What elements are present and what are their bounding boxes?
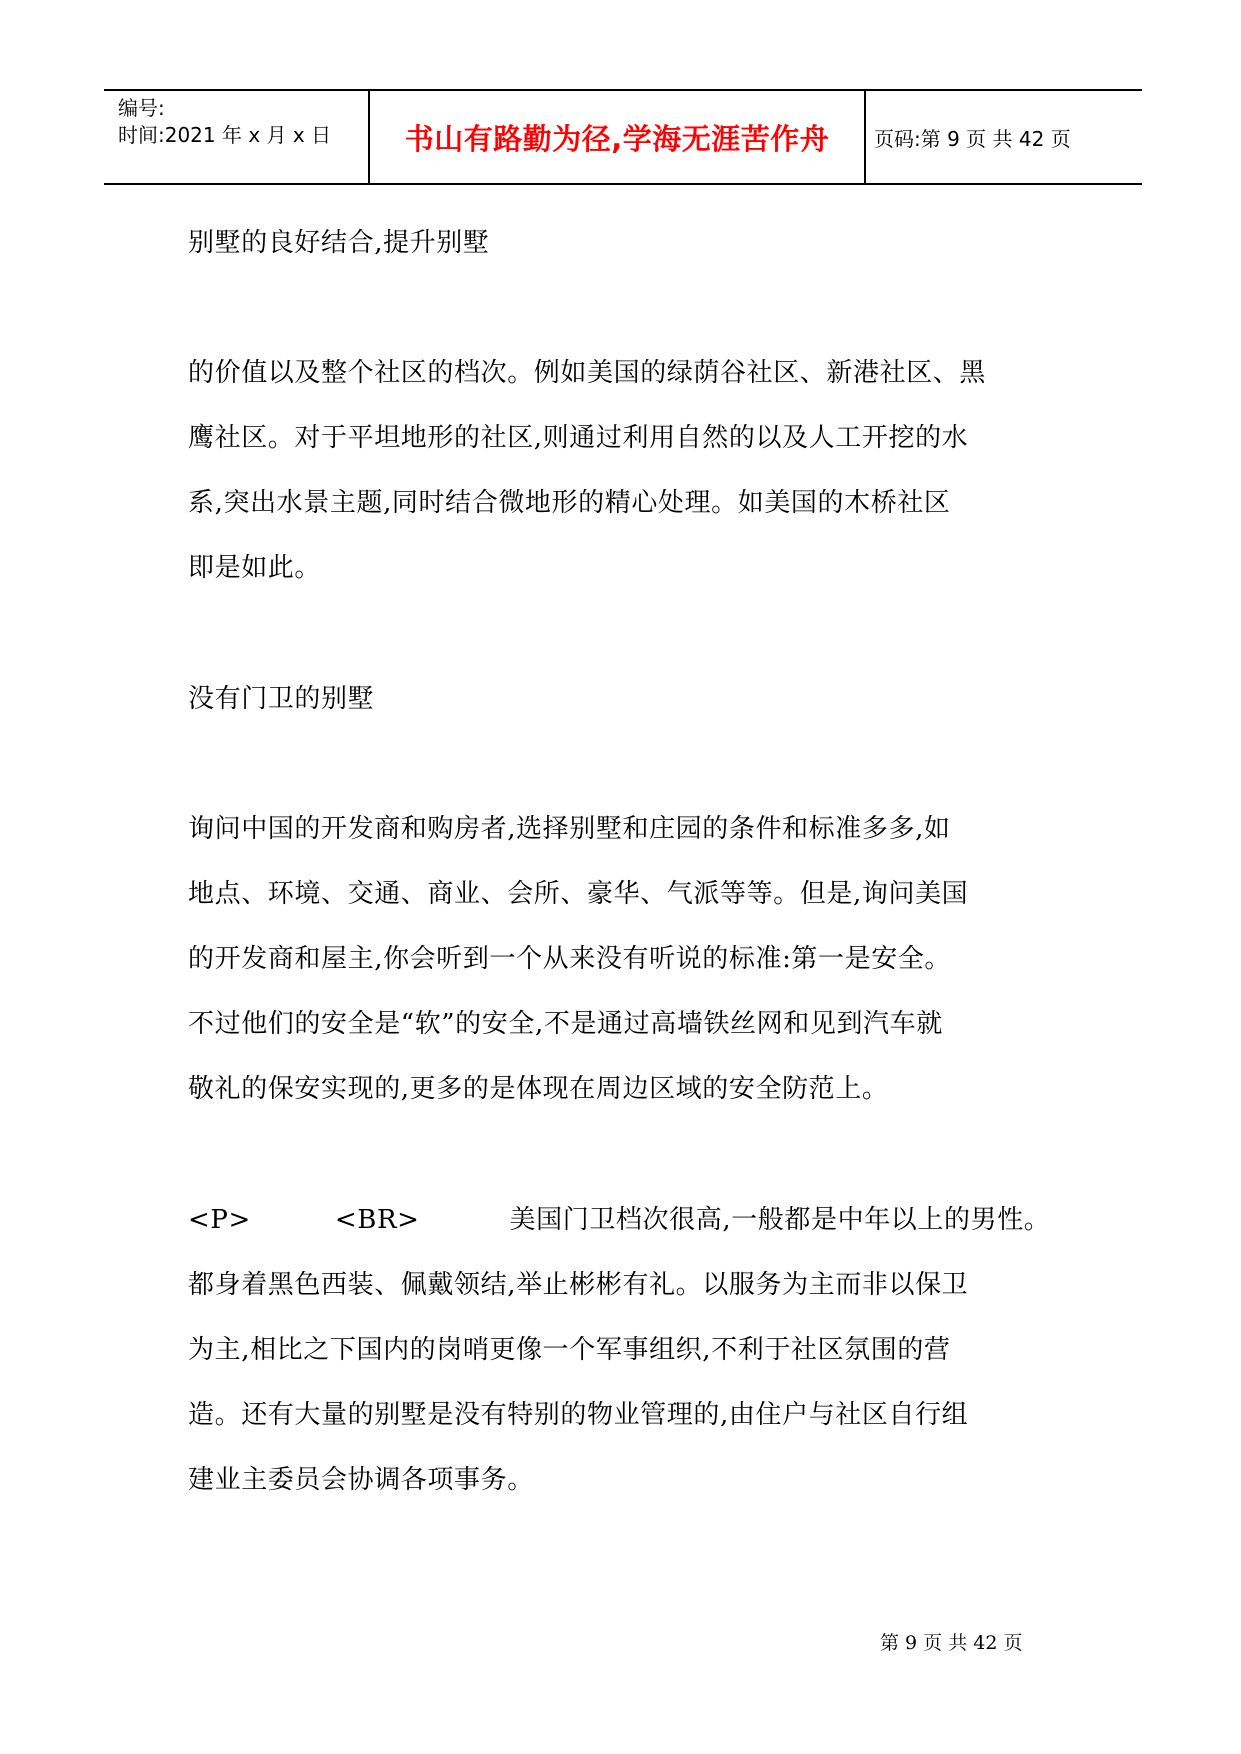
header-page-info: 页码:第 9 页 共 42 页 (874, 126, 1071, 151)
header-motto: 书山有路勤为径,学海无涯苦作舟 (404, 121, 830, 156)
date-label: 时间:2021 年 x 月 x 日 (118, 123, 332, 147)
header-meta (118, 95, 331, 149)
text-line: 系,突出水景主题,同时结合微地形的精心处理。如美国的木桥社区 (188, 488, 951, 518)
section-heading (188, 667, 1068, 732)
text-line: 询问中国的开发商和购房者,选择别墅和庄园的条件和标准多多,如 (188, 814, 951, 844)
page-header (104, 89, 1142, 185)
text-line: 为主,相比之下国内的岗哨更像一个军事组织,不利于社区氛围的营 (188, 1335, 951, 1365)
text-line: 的开发商和屋主,你会听到一个从来没有听说的标准:第一是安全。 (188, 944, 952, 974)
heading-text: 没有门卫的别墅 (188, 684, 375, 714)
text-line: 地点、环境、交通、商业、会所、豪华、气派等等。但是,询问美国 (188, 879, 969, 909)
paragraph-2 (188, 341, 1068, 601)
page-footer: 第 9 页 共 42 页 (880, 1632, 1023, 1654)
serial-number-label: 编号: (118, 96, 165, 120)
paragraph-3 (188, 797, 1068, 1122)
header-divider-right (864, 91, 866, 183)
html-tag-p: <P> (188, 1205, 251, 1235)
paragraph-4 (188, 1188, 1068, 1513)
text-fragment: 美国门卫档次很高,一般都是中年以上的男性。 (509, 1205, 1051, 1235)
text-line: 鹰社区。对于平坦地形的社区,则通过利用自然的以及人工开挖的水 (188, 423, 969, 453)
html-tag-br: <BR> (334, 1205, 420, 1235)
text-line: 造。还有大量的别墅是没有特别的物业管理的,由住户与社区自行组 (188, 1400, 969, 1430)
text-line: 不过他们的安全是“软”的安全,不是通过高墙铁丝网和见到汽车就 (188, 1009, 943, 1039)
text-line: 即是如此。 (188, 553, 322, 583)
text-line: 敬礼的保安实现的,更多的是体现在周边区域的安全防范上。 (188, 1074, 889, 1104)
text-line: 的价值以及整个社区的档次。例如美国的绿荫谷社区、新港社区、黑 (188, 358, 987, 388)
text-line: 都身着黑色西装、佩戴领结,举止彬彬有礼。以服务为主而非以保卫 (188, 1270, 969, 1300)
text-line: 建业主委员会协调各项事务。 (188, 1465, 534, 1495)
text-line: 别墅的良好结合,提升别墅 (188, 228, 490, 258)
paragraph-1 (188, 211, 1068, 276)
text-line (188, 1188, 1068, 1253)
